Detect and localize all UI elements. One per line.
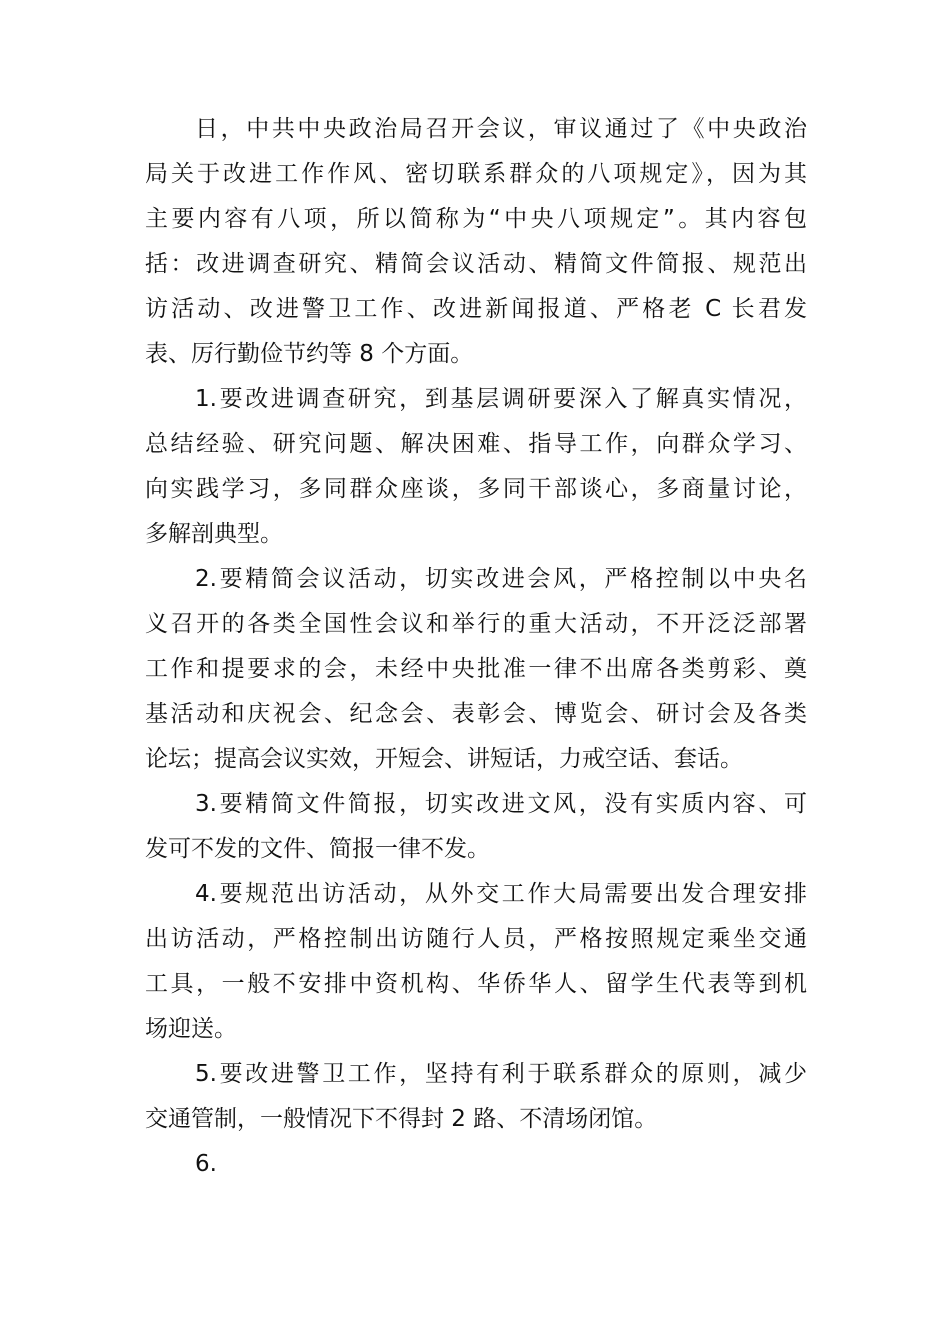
document-body — [145, 107, 807, 1187]
text-line: 局关于改进工作作风、密切联系群众的八项规定》，因为其 — [145, 161, 807, 187]
text-line: 表、厉行勤俭节约等 8 个方面。 — [145, 341, 474, 367]
text-line: 日，中共中央政治局召开会议，审议通过了《中央政治 — [195, 116, 807, 142]
paragraph — [145, 1052, 807, 1142]
text-line: 总结经验、研究问题、解决困难、指导工作，向群众学习、 — [145, 431, 807, 457]
paragraph — [145, 872, 807, 1052]
paragraph — [145, 1142, 807, 1187]
text-line: 交通管制，一般情况下不得封 2 路、不清场闭馆。 — [145, 1106, 658, 1132]
text-line: 2.要精简会议活动，切实改进会风，严格控制以中央名 — [195, 566, 807, 592]
text-line: 5.要改进警卫工作，坚持有利于联系群众的原则，减少 — [195, 1061, 807, 1087]
text-line: 主要内容有八项，所以简称为“中央八项规定”。其内容包 — [145, 206, 807, 232]
text-line: 义召开的各类全国性会议和举行的重大活动，不开泛泛部署 — [145, 611, 807, 637]
paragraph — [145, 782, 807, 872]
text-line: 工具，一般不安排中资机构、华侨华人、留学生代表等到机 — [145, 971, 807, 997]
paragraph — [145, 377, 807, 557]
text-line: 工作和提要求的会，未经中央批准一律不出席各类剪彩、奠 — [145, 656, 807, 682]
text-line: 发可不发的文件、简报一律不发。 — [145, 836, 490, 862]
text-line: 3.要精简文件简报，切实改进文风，没有实质内容、可 — [195, 791, 807, 817]
paragraph — [145, 107, 807, 377]
text-line: 向实践学习，多同群众座谈，多同干部谈心，多商量讨论， — [145, 476, 807, 502]
text-line: 多解剖典型。 — [145, 521, 283, 547]
text-line: 1.要改进调查研究，到基层调研要深入了解真实情况， — [195, 386, 807, 412]
paragraph — [145, 557, 807, 782]
text-line: 6. — [195, 1151, 217, 1177]
text-line: 论坛；提高会议实效，开短会、讲短话，力戒空话、套话。 — [145, 746, 743, 772]
text-line: 4.要规范出访活动，从外交工作大局需要出发合理安排 — [195, 881, 807, 907]
text-line: 访活动、改进警卫工作、改进新闻报道、严格老 C 长君发 — [145, 296, 807, 322]
text-line: 出访活动，严格控制出访随行人员，严格按照规定乘坐交通 — [145, 926, 807, 952]
text-line: 场迎送。 — [145, 1016, 237, 1042]
text-line: 基活动和庆祝会、纪念会、表彰会、博览会、研讨会及各类 — [145, 701, 807, 727]
text-line: 括：改进调查研究、精简会议活动、精简文件简报、规范出 — [145, 251, 807, 277]
